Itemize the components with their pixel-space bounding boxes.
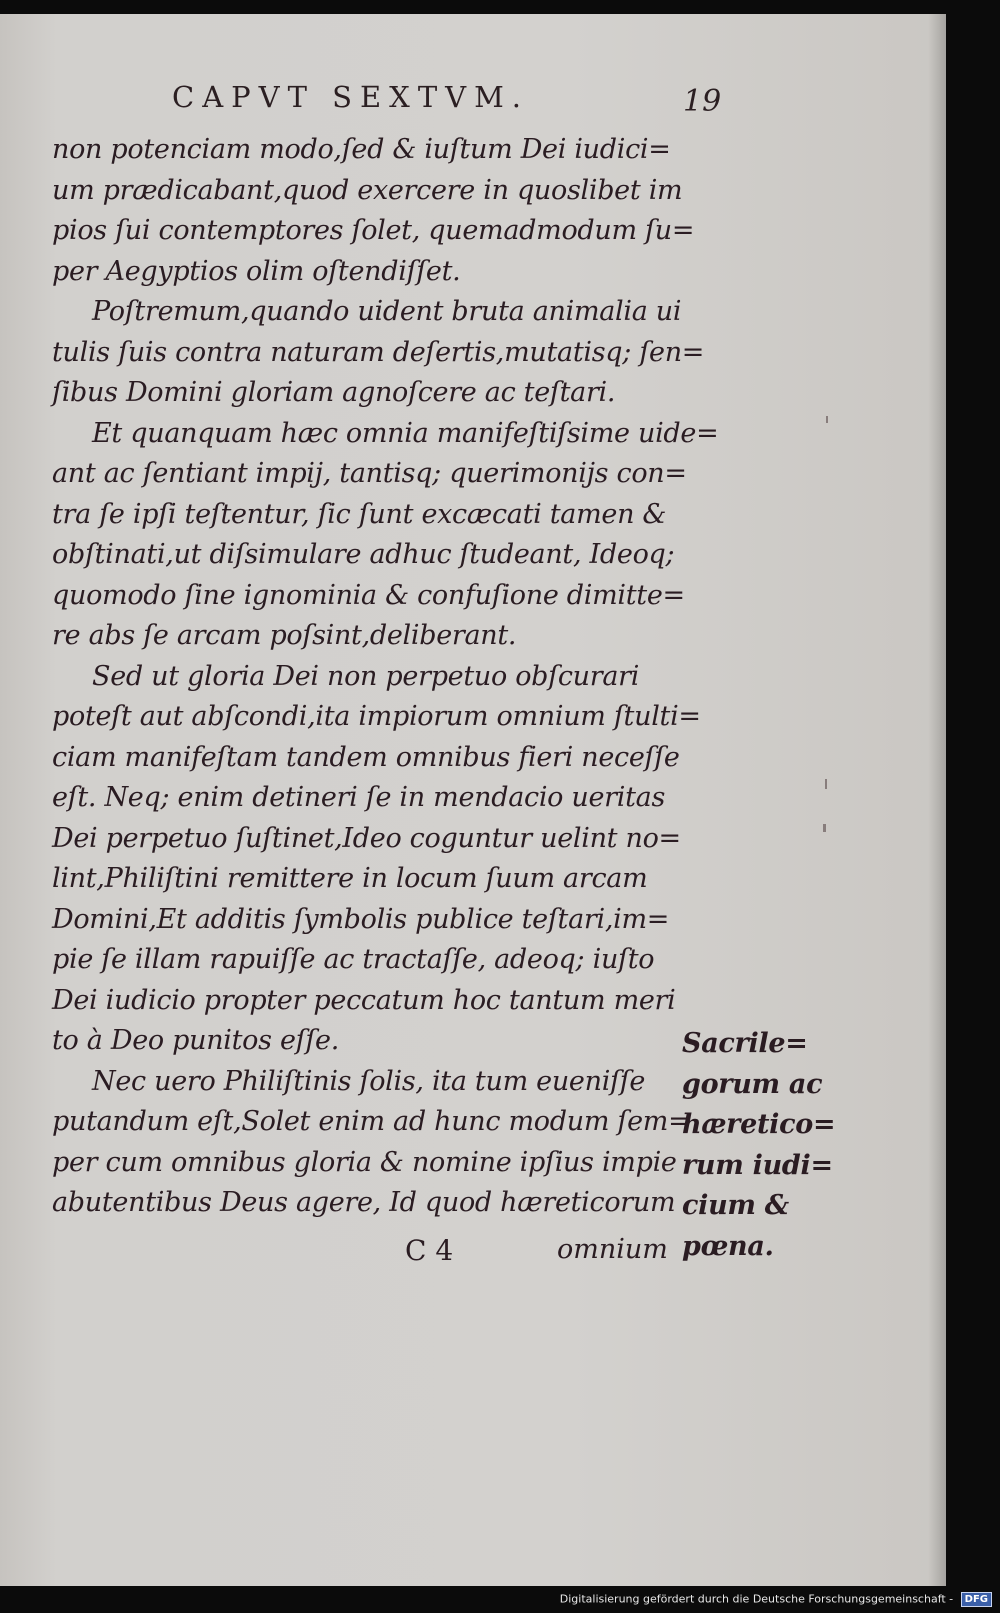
text-line: eſt. Neq; enim detineri ſe in mendacio ueritas (52, 782, 666, 813)
text-line: per cum omnibus gloria & nomine ipſius impie (52, 1146, 677, 1178)
marginal-note-line: gorum ac (682, 1068, 823, 1100)
marginal-note-line: pœna. (682, 1230, 774, 1262)
text-line: non potenciam modo,ſed & iuſtum Dei iudici= (52, 134, 671, 165)
paragraph-start-line: Nec uero Philiſtinis ſolis, ita tum eueniſſe (92, 1065, 646, 1097)
text-line: Domini,Et additis ſymbolis publice teſtari,im= (52, 903, 670, 935)
main-text-block (52, 130, 719, 1224)
signature-line (405, 1234, 705, 1267)
text-line: Dei perpetuo ſuſtinet,Ideo coguntur uelint no= (52, 822, 681, 854)
text-line: putandum eſt,Solet enim ad hunc modum ſem= (52, 1106, 691, 1137)
text-line: ſibus Domini gloriam agnoſcere ac teſtari. (52, 377, 616, 408)
marginal-note-line: cium & (682, 1190, 789, 1221)
paragraph-start-line: Et quanquam hæc omnia manifeſtiſsime uide= (92, 417, 719, 449)
text-line: abutentibus Deus agere, Id quod hæreticorum (52, 1187, 676, 1218)
marginal-note (682, 1024, 836, 1267)
text-line: obſtinati,ut diſsimulare adhuc ſtudeant, Ideoq; (52, 539, 675, 570)
text-line: tulis ſuis contra naturam deſertis,mutatisq; ſen= (52, 336, 705, 368)
signature-mark: C 4 (405, 1234, 454, 1267)
paragraph-start-line: Poſtremum,quando uident bruta animalia ui (92, 296, 682, 327)
text-line: re abs ſe arcam poſsint,deliberant. (52, 620, 517, 651)
marginal-note-line: rum iudi= (682, 1149, 833, 1181)
text-line: pios ſui contemptores ſolet, quemadmodum ſu= (52, 215, 695, 246)
paper-speck (826, 416, 828, 423)
credit-text: Digitalisierung gefördert durch die Deutsche Forschungsgemeinschaft - (559, 1592, 954, 1606)
text-line: ant ac ſentiant impij, tantisq; querimonijs con= (52, 458, 687, 489)
text-line: um prædicabant,quod exercere in quoslibet im (52, 174, 683, 206)
marginal-note-line: hæretico= (682, 1109, 836, 1140)
text-line: to à Deo punitos eſſe. (52, 1025, 339, 1056)
text-line: pie ſe illam rapuiſſe ac tractaſſe, adeoq; iuſto (52, 944, 655, 975)
text-line: ciam manifeſtam tandem omnibus fieri neceſſe (52, 741, 680, 773)
dfg-logo: DFG (961, 1592, 992, 1607)
page-number: 19 (683, 84, 722, 119)
book-page (0, 14, 946, 1586)
text-line: poteſt aut abſcondi,ita impiorum omnium ſtulti= (52, 701, 701, 732)
marginal-note-line: Sacrile= (682, 1028, 808, 1059)
page-edge-shadow (928, 14, 946, 1586)
paper-speck (825, 779, 827, 789)
text-line: tra ſe ipſi teſtentur, ſic ſunt excæcati tamen & (52, 498, 667, 530)
catchword: omnium (557, 1234, 668, 1265)
text-line: quomodo ſine ignominia & confuſione dimitte= (52, 579, 685, 611)
text-line: per Aegyptios olim oſtendiſſet. (52, 255, 461, 287)
digitization-credit (560, 1592, 992, 1607)
paragraph-start-line: Sed ut gloria Dei non perpetuo obſcurari (92, 660, 640, 692)
text-line: Dei iudicio propter peccatum hoc tantum meri (52, 984, 676, 1016)
running-head: CAPVT SEXTVM. (172, 80, 530, 114)
text-line: lint,Philiſtini remittere in locum ſuum arcam (52, 863, 648, 894)
paper-speck (823, 824, 826, 832)
